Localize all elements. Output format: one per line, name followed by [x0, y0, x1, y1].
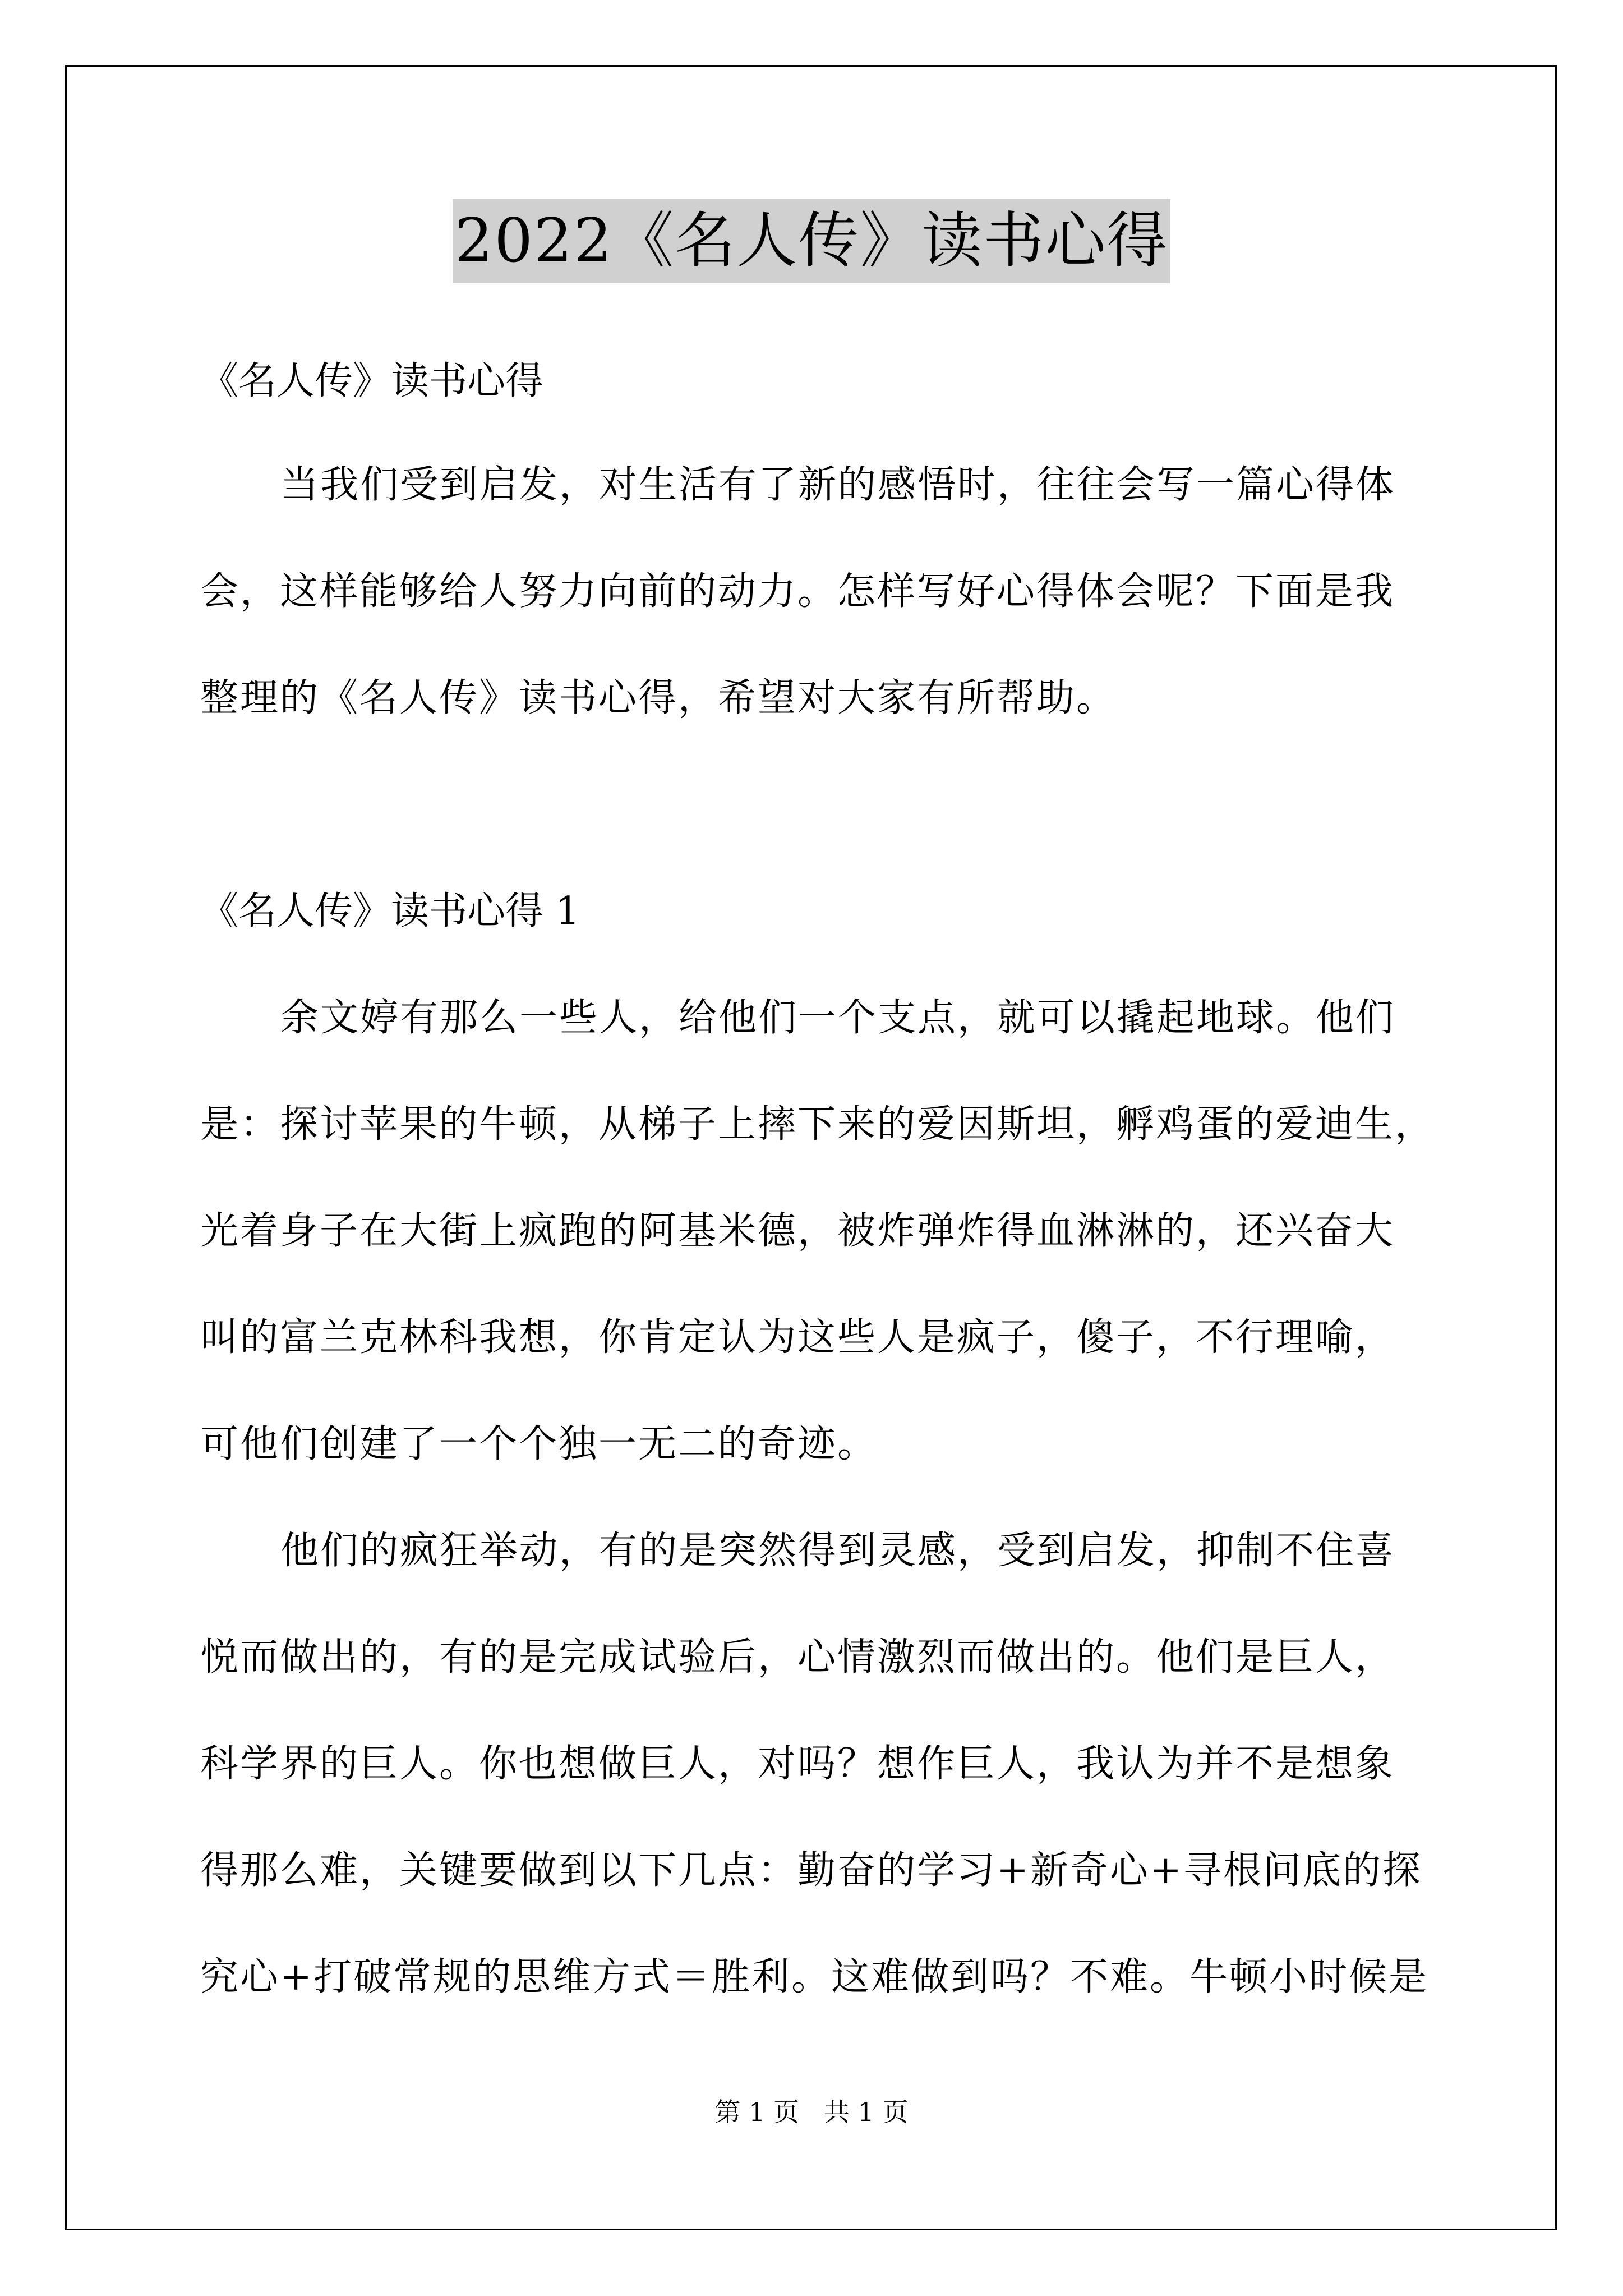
page-footer	[0, 2095, 1623, 2129]
paragraph-line: 悦而做出的，有的是完成试验后，心情激烈而做出的。他们是巨人，	[200, 1635, 1395, 1680]
intro-line: 当我们受到启发，对生活有了新的感悟时，往往会写一篇心得体	[280, 463, 1396, 507]
paragraph-line: 科学界的巨人。你也想做巨人，对吗？想作巨人，我认为并不是想象	[200, 1742, 1395, 1786]
intro-line: 会，这样能够给人努力向前的动力。怎样写好心得体会呢？下面是我	[200, 569, 1395, 614]
paragraph-line: 可他们创建了一个个独一无二的奇迹。	[200, 1422, 878, 1466]
paragraph-line: 他们的疯狂举动，有的是突然得到灵感，受到启发，抑制不住喜	[280, 1529, 1396, 1573]
title-container	[0, 199, 1623, 283]
paragraph-line: 是：探讨苹果的牛顿，从梯子上摔下来的爱因斯坦，孵鸡蛋的爱迪生，	[200, 1102, 1435, 1147]
paragraph-line: 叫的富兰克林科我想，你肯定认为这些人是疯子，傻子，不行理喻，	[200, 1315, 1395, 1360]
document-subtitle: 《名人传》读书心得	[200, 359, 544, 403]
intro-line: 整理的《名人传》读书心得，希望对大家有所帮助。	[200, 676, 1117, 720]
page-total: 共 1 页	[823, 2097, 909, 2127]
paragraph-line: 余文婷有那么一些人，给他们一个支点，就可以撬起地球。他们	[280, 996, 1396, 1040]
page-number: 第 1 页	[714, 2097, 800, 2127]
paragraph-line: 光着身子在大街上疯跑的阿基米德，被炸弹炸得血淋淋的，还兴奋大	[200, 1209, 1395, 1253]
paragraph-line: 得那么难，关键要做到以下几点：勤奋的学习+新奇心+寻根问底的探	[200, 1848, 1422, 1893]
paragraph-line: 究心+打破常规的思维方式＝胜利。这难做到吗？不难。牛顿小时候是	[200, 1955, 1428, 1999]
section-heading: 《名人传》读书心得 1	[200, 889, 580, 933]
document-title: 2022《名人传》读书心得	[453, 199, 1171, 283]
